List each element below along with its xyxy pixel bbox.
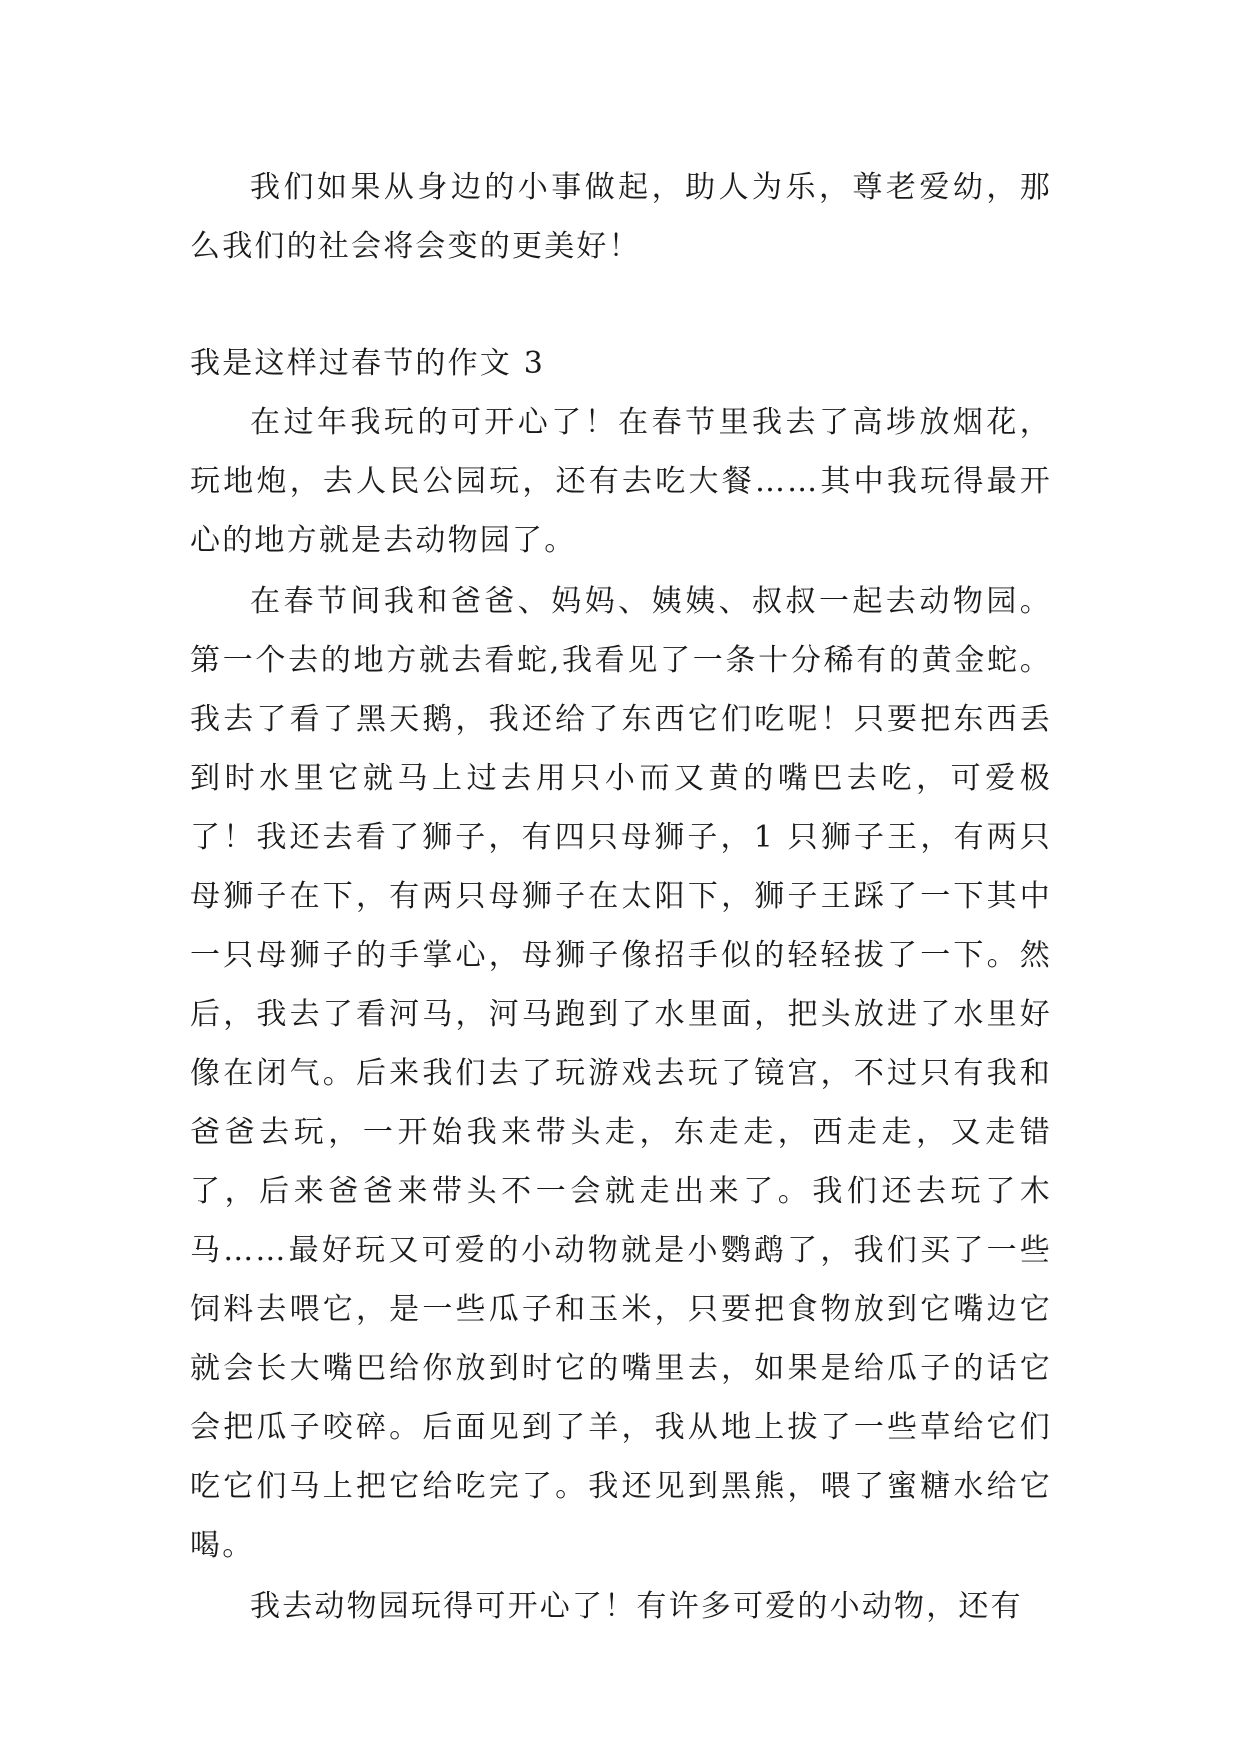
document-page [190, 158, 1052, 1636]
paragraph-2: 在春节间我和爸爸、妈妈、姨姨、叔叔一起去动物园。第一个去的地方就去看蛇,我看见了一条十分稀有的黄金蛇。我去了看了黑天鹅，我还给了东西它们吃呢！只要把东西丢到时水里它就马上过去用只小而又黄的嘴巴去吃，可爱极了！我还去看了狮子，有四只母狮子，1 只狮子王，有两只母狮子在下，有两只母狮子在太阳下，狮子王踩了一下其中一只母狮子的手掌心，母狮子像招手似的轻轻拔了一下。然后，我去了看河马，河马跑到了水里面，把头放进了水里好像在闭气。后来我们去了玩游戏去玩了镜宫，不过只有我和爸爸去玩，一开始我来带头走，东走走，西走走，又走错了，后来爸爸来带头不一会就走出来了。我们还去玩了木马……最好玩又可爱的小动物就是小鹦鹉了，我们买了一些饲料去喂它，是一些瓜子和玉米，只要把食物放到它嘴边它就会长大嘴巴给你放到时它的嘴里去，如果是给瓜子的话它会把瓜子咬碎。后面见到了羊，我从地上拔了一些草给它们吃它们马上把它给吃完了。我还见到黑熊，喂了蜜糖水给它喝。 [190, 584, 1052, 1563]
section-heading: 我是这样过春节的作文 3 [190, 346, 546, 381]
paragraph-3: 我去动物园玩得可开心了！有许多可爱的小动物，还有 [250, 1589, 1023, 1624]
paragraph-1: 在过年我玩的可开心了！在春节里我去了高埗放烟花，玩地炮，去人民公园玩，还有去吃大餐……其中我玩得最开心的地方就是去动物园了。 [190, 405, 1052, 558]
paragraph-intro: 我们如果从身边的小事做起，助人为乐，尊老爱幼，那么我们的社会将会变的更美好！ [190, 170, 1052, 264]
